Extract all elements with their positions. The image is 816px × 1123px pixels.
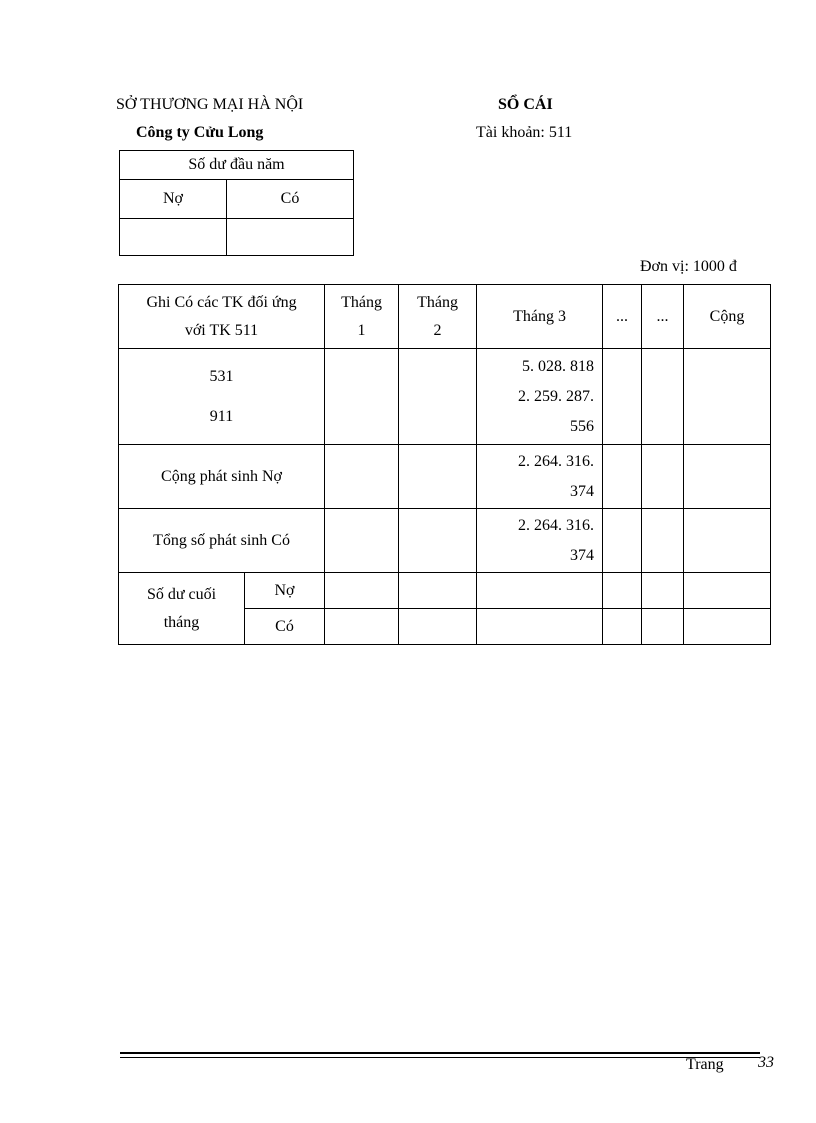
debit-total-label: Cộng phát sinh Nợ [119,445,325,509]
closing-credit-label: Có [245,609,325,645]
header-month2: Tháng 2 [399,285,477,349]
department-name: SỞ THƯƠNG MẠI HÀ NỘI [116,96,304,113]
unit-label: Đơn vị: 1000 đ [640,258,737,275]
entry-value-911-line2: 556 [570,417,595,435]
opening-balance-table [119,150,354,256]
ledger-header-row [119,285,771,349]
opening-balance-title: Số dư đầu năm [120,151,354,180]
closing-debit-row [119,573,771,609]
opening-debit-label: Nợ [120,180,227,219]
opening-credit-value [227,219,354,256]
page-number: 33 [758,1054,774,1071]
footer-rule [120,1052,760,1054]
header-ellipsis-2: ... [642,285,684,349]
entry-month1 [325,349,399,445]
document-title: SỔ CÁI [498,96,553,113]
closing-debit-label: Nợ [245,573,325,609]
debit-total-value: 2. 264. 316. 374 [477,445,603,509]
entry-account-531: 531 [209,367,234,385]
closing-balance-label: Số dư cuối tháng [119,573,245,645]
credit-total-label: Tổng số phát sinh Có [119,509,325,573]
credit-total-value: 2. 264. 316. 374 [477,509,603,573]
debit-total-row [119,445,771,509]
header-month3: Tháng 3 [477,285,603,349]
entries-row [119,349,771,445]
header-total: Cộng [684,285,771,349]
credit-total-row [119,509,771,573]
entry-account-911: 911 [209,407,234,425]
entry-month3 [477,349,603,445]
company-name: Công ty Cửu Long [136,124,264,141]
entry-month2 [399,349,477,445]
opening-debit-value [120,219,227,256]
entry-value-911-line1: 2. 259. 287. [518,387,595,405]
account-label: Tài khoản: 511 [476,124,573,141]
header-accounts: Ghi Có các TK đối ứng với TK 511 [119,285,325,349]
entry-value-531: 5. 028. 818 [522,357,595,375]
opening-credit-label: Có [227,180,354,219]
header-ellipsis-1: ... [603,285,642,349]
footer-rule-thin [120,1057,760,1058]
entry-accounts [119,349,325,445]
ledger-table [118,284,771,645]
page-label: Trang [686,1056,724,1073]
header-month1: Tháng 1 [325,285,399,349]
